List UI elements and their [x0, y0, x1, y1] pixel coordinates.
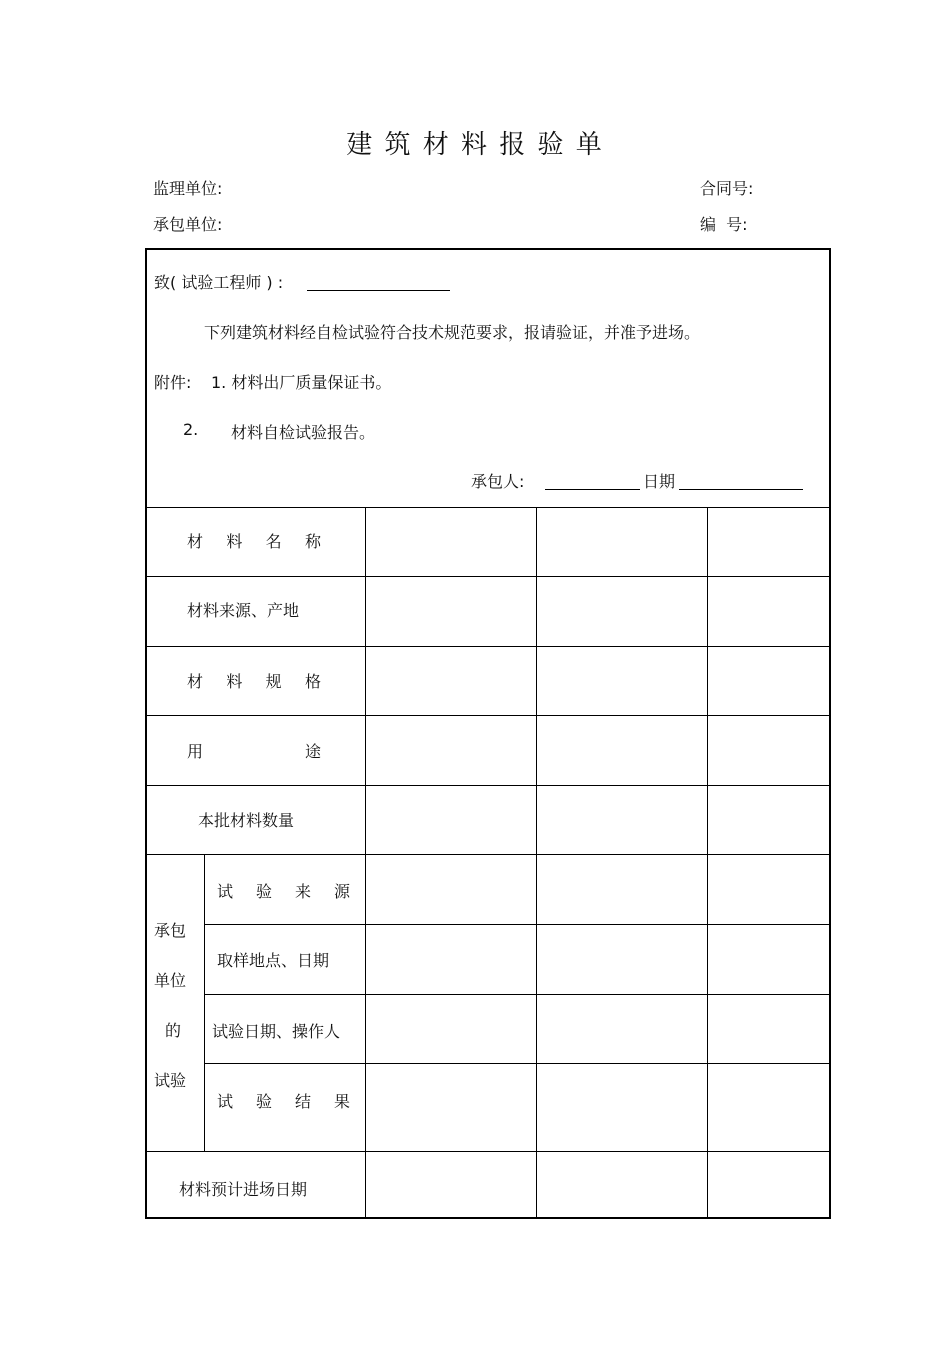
column-divider — [204, 854, 205, 1151]
row-divider — [147, 507, 829, 508]
contract-number-label: 合同号: — [700, 179, 754, 198]
contractor-signature-label: 承包人: — [471, 472, 525, 491]
row-divider — [204, 924, 829, 925]
date-blank[interactable] — [679, 489, 803, 490]
usage-label: 用 途 — [187, 742, 321, 761]
attachment-item-2: 材料自检试验报告。 — [231, 423, 376, 442]
serial-number-label: 编 号: — [700, 215, 748, 234]
row-divider — [147, 715, 829, 716]
notice-body: 下列建筑材料经自检试验符合技术规范要求，报请验证，并准予进场。 — [204, 323, 701, 342]
batch-quantity-label: 本批材料数量 — [198, 811, 295, 830]
column-divider — [707, 507, 708, 1217]
column-divider — [365, 507, 366, 1217]
test-group-label-line-3: 的 — [165, 1021, 182, 1040]
material-spec-label: 材 料 规 格 — [187, 672, 321, 691]
test-group-label-line-1: 承包 — [154, 921, 187, 940]
recipient-blank[interactable] — [307, 290, 450, 291]
test-group-label-line-4: 试验 — [154, 1071, 187, 1090]
recipient-label: 致( 试验工程师 ) : — [154, 273, 284, 292]
arrival-date-label: 材料预计进场日期 — [179, 1180, 308, 1199]
row-divider — [204, 994, 829, 995]
row-divider — [147, 576, 829, 577]
page-title: 建 筑 材 料 报 验 单 — [346, 130, 604, 160]
report-form — [145, 248, 831, 1219]
contractor-signature-blank[interactable] — [545, 489, 640, 490]
supervisor-label: 监理单位: — [153, 179, 223, 198]
test-result-label: 试 验 结 果 — [217, 1092, 350, 1111]
test-source-label: 试 验 来 源 — [217, 882, 350, 901]
row-divider — [204, 1063, 829, 1064]
material-name-label: 材 料 名 称 — [187, 532, 321, 551]
row-divider — [147, 1151, 829, 1152]
test-group-label-line-2: 单位 — [154, 971, 187, 990]
row-divider — [147, 854, 829, 855]
attachment-label: 附件: — [154, 373, 192, 392]
attachment-item-1: 1. 材料出厂质量保证书。 — [211, 373, 392, 392]
test-date-operator-label: 试验日期、操作人 — [212, 1022, 341, 1041]
row-divider — [147, 646, 829, 647]
date-label: 日期 — [643, 472, 676, 491]
sampling-label: 取样地点、日期 — [217, 951, 330, 970]
row-divider — [147, 785, 829, 786]
contractor-label: 承包单位: — [153, 215, 223, 234]
attachment-item-2-number: 2. — [183, 420, 199, 439]
column-divider — [536, 507, 537, 1217]
material-source-label: 材料来源、产地 — [187, 601, 300, 620]
